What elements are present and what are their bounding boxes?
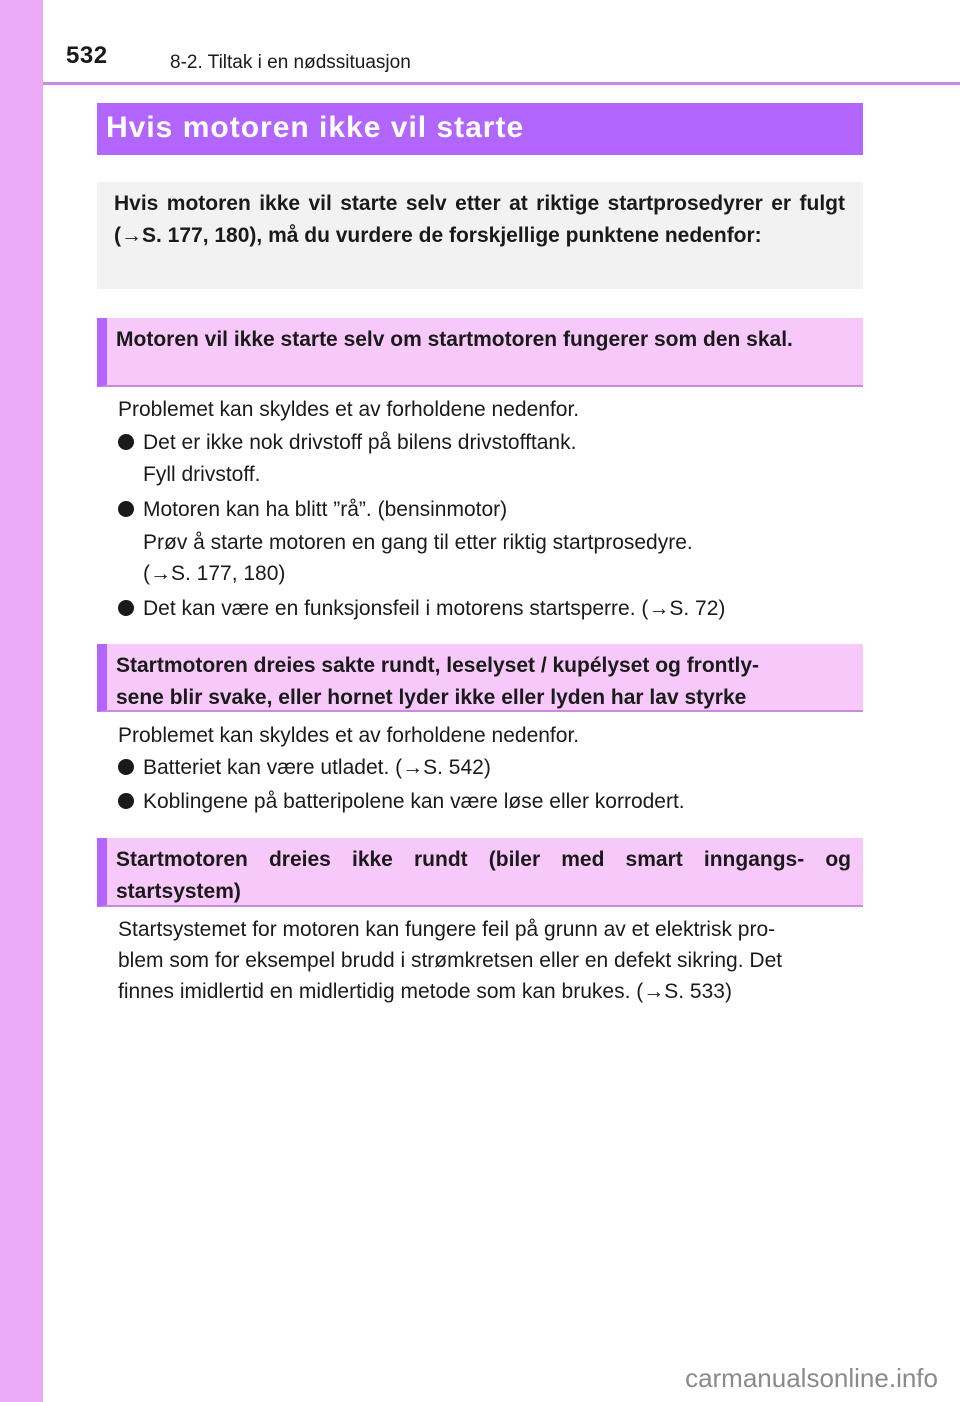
header-rule <box>43 82 960 85</box>
page-number: 532 <box>66 42 108 69</box>
bullet-item <box>118 752 491 784</box>
section-heading-1-text: Motoren vil ikke starte selv om startmotoren fungerer som den skal. <box>116 328 793 351</box>
section-heading-2-line: Startmotoren dreies sakte rundt, leselyset / kupélyset og frontly- <box>116 654 760 677</box>
bullet-text: Det er ikke nok drivstoff på bilens drivstofftank. <box>143 431 577 454</box>
bullet-dot-icon <box>118 793 134 809</box>
bullet-text: Motoren kan ha blitt ”rå”. (bensinmotor) <box>143 498 508 521</box>
section-2-lead: Problemet kan skyldes et av forholdene nedenfor. <box>118 724 580 747</box>
bullet-dot-icon <box>118 501 134 517</box>
intro-text: Hvis motoren ikke vil starte selv etter at riktige startprosedyrer er fulgt (→S. 177, 180), må du vurdere de forskjellige punktene nedenfor: <box>114 192 845 247</box>
bullet-item <box>118 593 725 625</box>
bullet-text: Det kan være en funksjonsfeil i motorens startsperre. (→S. 72) <box>143 597 726 620</box>
paragraph-line: blem som for eksempel brudd i strømkretsen eller en defekt sikring. Det <box>118 949 783 972</box>
section-heading-2 <box>97 644 863 712</box>
section-path: 8-2. Tiltak i en nødssituasjon <box>170 52 411 73</box>
paragraph-line: finnes imidlertid en midlertidig metode som kan brukes. (→S. 533) <box>118 980 732 1003</box>
bullet-item <box>118 427 576 459</box>
bullet-text: Koblingene på batteripolene kan være løse eller korrodert. <box>143 790 685 813</box>
bullet-detail: Fyll drivstoff. <box>143 463 261 486</box>
title-bar <box>97 103 863 155</box>
page-edge-band <box>0 0 43 1402</box>
bullet-dot-icon <box>118 434 134 450</box>
section-heading-2-text <box>107 644 863 714</box>
section-3-paragraph <box>118 914 856 1007</box>
bullet-item <box>118 786 685 818</box>
paragraph-line: Startsystemet for motoren kan fungere feil på grunn av et elektrisk pro- <box>118 918 776 941</box>
page-title: Hvis motoren ikke vil starte <box>106 111 525 144</box>
section-1-lead: Problemet kan skyldes et av forholdene nedenfor. <box>118 398 580 421</box>
section-heading-1 <box>97 318 863 387</box>
bullet-text: Batteriet kan være utladet. (→S. 542) <box>143 756 491 779</box>
bullet-detail: (→S. 177, 180) <box>143 562 286 585</box>
section-heading-3-text: Startmotoren dreies ikke rundt (biler med smart inngangs- og startsystem) <box>116 848 851 903</box>
bullet-detail: Prøv å starte motoren en gang til etter riktig startprosedyre. <box>143 531 693 554</box>
bullet-dot-icon <box>118 600 134 616</box>
intro-box <box>97 182 863 289</box>
bullet-item <box>118 494 507 526</box>
bullet-dot-icon <box>118 759 134 775</box>
section-heading-2-line: sene blir svake, eller hornet lyder ikke eller lyden har lav styrke <box>116 686 747 709</box>
section-heading-3 <box>97 838 863 907</box>
watermark: carmanualsonline.info <box>685 1363 938 1393</box>
